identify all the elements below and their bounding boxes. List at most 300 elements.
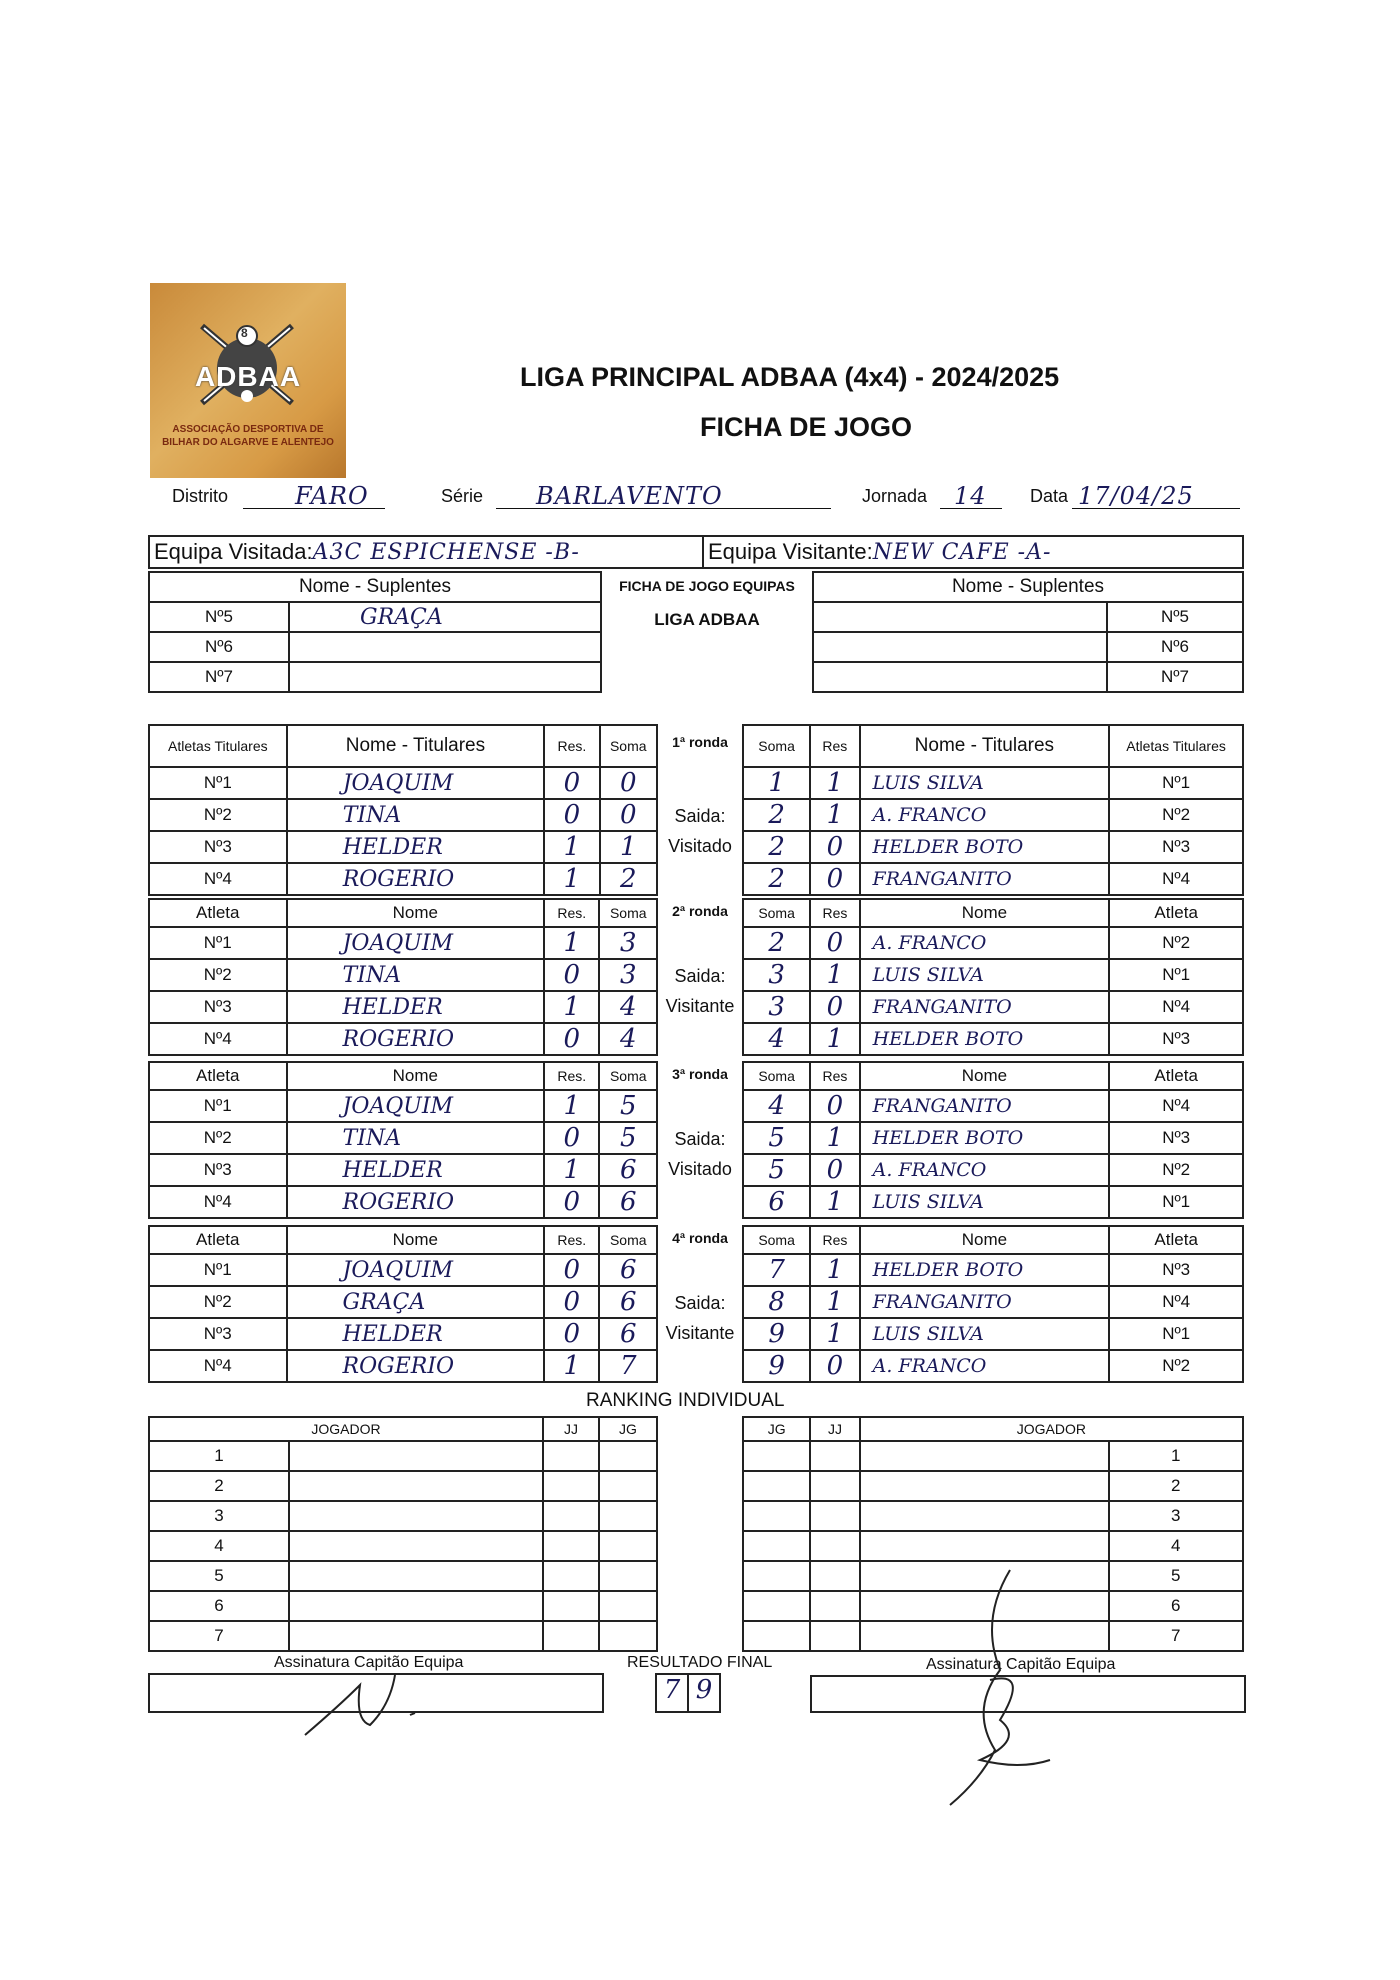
athlete-name[interactable]: ROGERIO [287,1186,545,1218]
athlete-name[interactable]: JOAQUIM [287,767,545,799]
score-right-box[interactable] [687,1673,721,1713]
suplente-num: Nº5 [1107,602,1243,632]
athlete-name[interactable]: ROGERIO [287,1350,545,1382]
athlete-name[interactable]: HELDER BOTO [860,1023,1110,1055]
result-cell[interactable]: 1 [544,831,599,863]
jj-cell[interactable] [543,1531,599,1561]
jg-cell[interactable] [743,1441,810,1471]
table-row [743,959,1243,991]
table-row [149,1318,657,1350]
ranking-position: 2 [149,1471,289,1501]
round-left-table [148,1225,658,1383]
athlete-number: Nº4 [149,1186,287,1218]
athlete-number: Nº3 [1109,831,1243,863]
round-left-table [148,1061,658,1219]
result-cell[interactable]: 1 [810,799,859,831]
table-row [149,927,657,959]
round-label: 3ª ronda [672,1066,728,1082]
athlete-name[interactable]: HELDER [287,831,545,863]
jg-cell[interactable] [599,1561,657,1591]
saida-label: Saida: [674,806,726,826]
header-nome: Nome [860,1062,1110,1090]
sum-cell[interactable]: 4 [743,1023,810,1055]
result-cell[interactable]: 1 [544,1350,599,1382]
athlete-number: Nº2 [1109,1154,1243,1186]
jj-cell[interactable] [810,1501,859,1531]
player-cell[interactable] [289,1591,543,1621]
header-atleta: Atleta [1109,899,1243,927]
jj-cell[interactable] [810,1561,859,1591]
jj-cell[interactable] [810,1471,859,1501]
athlete-number: Nº2 [1109,799,1243,831]
serie-field[interactable] [496,482,831,509]
header-atleta: Atletas Titulares [1109,725,1243,767]
table-row [149,1023,657,1055]
result-cell[interactable]: 1 [810,1318,859,1350]
ranking-row [149,1501,657,1531]
suplentes-right-table [812,571,1244,693]
jj-cell[interactable] [810,1441,859,1471]
sum-cell[interactable]: 7 [599,1350,657,1382]
result-cell[interactable]: 1 [544,1090,599,1122]
serie-label: Série [441,486,484,506]
suplente-num: Nº6 [1107,632,1243,662]
header-atleta: Atleta [149,1226,287,1254]
athlete-name[interactable]: JOAQUIM [287,927,545,959]
table-row [743,1154,1243,1186]
header-atleta: Atleta [149,1062,287,1090]
ranking-row [149,1621,657,1651]
result-cell[interactable]: 0 [810,1090,859,1122]
header-nome: Nome - Titulares [860,725,1110,767]
athlete-name[interactable]: A. FRANCO [860,1350,1110,1382]
result-cell[interactable]: 0 [810,1350,859,1382]
table-row [149,1350,657,1382]
jg-cell[interactable] [599,1501,657,1531]
athlete-number: Nº2 [149,1122,287,1154]
sum-cell[interactable]: 3 [743,991,810,1023]
athlete-name[interactable]: LUIS SILVA [860,1318,1110,1350]
table-row [743,1318,1243,1350]
page-subtitle: FICHA DE JOGO [700,412,913,442]
athlete-name[interactable]: TINA [287,799,545,831]
table-row [149,767,657,799]
result-cell[interactable]: 0 [810,927,859,959]
suplente-name[interactable] [289,632,601,662]
logo-subtitle: ASSOCIAÇÃO DESPORTIVA DE BILHAR DO ALGARVE E ALENTEJO [162,424,334,448]
ranking-position: 1 [1109,1441,1243,1471]
header-soma: Soma [743,899,810,927]
athlete-name[interactable]: FRANGANITO [860,991,1110,1023]
header-soma: Soma [600,725,657,767]
table-row [149,1186,657,1218]
ranking-position: 7 [149,1621,289,1651]
jornada-label: Jornada [862,486,928,506]
table-row [743,1090,1243,1122]
player-cell[interactable] [860,1441,1109,1471]
jg-cell[interactable] [599,1591,657,1621]
score-left: 7 [663,1675,681,1705]
saida-value: Visitado [668,1159,732,1179]
athlete-name[interactable]: A. FRANCO [860,1154,1110,1186]
ranking-row [743,1531,1243,1561]
sum-cell[interactable]: 4 [599,991,657,1023]
result-cell[interactable]: 1 [810,1254,859,1286]
athlete-name[interactable]: FRANGANITO [860,863,1110,895]
sum-cell[interactable]: 6 [743,1186,810,1218]
sum-cell[interactable]: 2 [600,863,657,895]
athlete-name[interactable]: A. FRANCO [860,927,1110,959]
table-row [743,1350,1243,1382]
athlete-name[interactable]: HELDER [287,1318,545,1350]
athlete-number: Nº3 [1109,1122,1243,1154]
jj-cell[interactable] [543,1471,599,1501]
athlete-name[interactable]: FRANGANITO [860,1090,1110,1122]
signature-right-label: Assinatura Capitão Equipa [926,1656,1116,1673]
sum-cell[interactable]: 5 [599,1090,657,1122]
ranking-row [743,1471,1243,1501]
header-soma: Soma [599,1226,657,1254]
ranking-header-jj: JJ [543,1417,599,1441]
header-res: Res. [544,899,599,927]
table-row [149,831,657,863]
athlete-name[interactable]: HELDER [287,991,545,1023]
suplente-num: Nº7 [1107,662,1243,692]
serie-value: BARLAVENTO [536,482,723,510]
ranking-header-jg: JG [743,1417,810,1441]
table-row [743,863,1243,895]
jj-cell[interactable] [543,1561,599,1591]
ranking-title: RANKING INDIVIDUAL [586,1390,785,1411]
player-cell[interactable] [860,1501,1109,1531]
athlete-name[interactable]: LUIS SILVA [860,767,1110,799]
table-row [149,863,657,895]
athlete-number: Nº1 [149,927,287,959]
sum-cell[interactable]: 3 [599,927,657,959]
round-right-table [742,898,1244,1056]
suplente-name[interactable] [813,632,1107,662]
jg-cell[interactable] [743,1501,810,1531]
jornada-value: 14 [954,482,987,510]
ranking-header-jogador: JOGADOR [149,1417,543,1441]
round-right-table [742,1225,1244,1383]
header-res: Res. [544,1226,599,1254]
sum-cell[interactable]: 2 [743,927,810,959]
jg-cell[interactable] [743,1471,810,1501]
signature-left [300,1665,460,1745]
suplente-num: Nº5 [149,602,289,632]
suplente-num: Nº6 [149,632,289,662]
athlete-name[interactable]: ROGERIO [287,863,545,895]
result-cell[interactable]: 0 [544,1122,599,1154]
athlete-name[interactable]: GRAÇA [287,1286,545,1318]
player-cell[interactable] [289,1561,543,1591]
result-cell[interactable]: 1 [544,863,599,895]
result-cell[interactable]: 1 [810,1286,859,1318]
sum-cell[interactable]: 2 [743,863,810,895]
ranking-row [149,1471,657,1501]
athlete-number: Nº4 [1109,863,1243,895]
ranking-position: 3 [149,1501,289,1531]
result-cell[interactable]: 0 [544,1286,599,1318]
player-cell[interactable] [289,1501,543,1531]
result-cell[interactable]: 1 [544,991,599,1023]
ranking-position: 3 [1109,1501,1243,1531]
result-cell[interactable]: 1 [810,1122,859,1154]
result-cell[interactable]: 0 [544,1023,599,1055]
jg-cell[interactable] [743,1561,810,1591]
jj-cell[interactable] [543,1501,599,1531]
table-row [743,1122,1243,1154]
suplentes-header-right: Nome - Suplentes [813,572,1243,602]
sum-cell[interactable]: 6 [599,1154,657,1186]
sum-cell[interactable]: 6 [599,1318,657,1350]
table-row [743,991,1243,1023]
sum-cell[interactable]: 4 [743,1090,810,1122]
ranking-position: 4 [149,1531,289,1561]
sum-cell[interactable]: 3 [599,959,657,991]
ranking-row [149,1591,657,1621]
table-row [149,799,657,831]
round-left-table [148,898,658,1056]
table-row [743,1186,1243,1218]
athlete-name[interactable]: HELDER [287,1154,545,1186]
teams-table [148,535,1244,569]
ranking-left-table [148,1416,658,1652]
header-nome: Nome [287,1226,545,1254]
sum-cell[interactable]: 9 [743,1318,810,1350]
round-label: 4ª ronda [672,1230,728,1246]
table-row [743,1254,1243,1286]
ranking-row [743,1501,1243,1531]
athlete-name[interactable]: TINA [287,1122,545,1154]
header-nome: Nome [287,1062,545,1090]
jornada-field[interactable] [940,482,1002,509]
athlete-number: Nº1 [149,767,287,799]
header-res: Res [810,1062,859,1090]
player-cell[interactable] [289,1621,543,1651]
jg-cell[interactable] [599,1531,657,1561]
middle-subtitle: LIGA ADBAA [654,610,760,629]
saida-value: Visitante [665,1323,735,1343]
athlete-number: Nº1 [1109,1186,1243,1218]
jg-cell[interactable] [599,1471,657,1501]
resultado-final-label: RESULTADO FINAL [627,1654,773,1671]
sum-cell[interactable]: 0 [600,767,657,799]
distrito-label: Distrito [172,486,229,506]
sum-cell[interactable]: 1 [600,831,657,863]
middle-title: FICHA DE JOGO EQUIPAS [619,578,795,594]
sum-cell[interactable]: 8 [743,1286,810,1318]
data-field[interactable] [1072,482,1240,509]
round-right-table [742,724,1244,896]
jg-cell[interactable] [743,1531,810,1561]
header-atleta: Atleta [149,899,287,927]
athlete-name[interactable]: HELDER BOTO [860,831,1110,863]
athlete-number: Nº3 [1109,1254,1243,1286]
result-cell[interactable]: 0 [810,1154,859,1186]
data-label: Data [1030,486,1069,506]
result-cell[interactable]: 1 [544,1154,599,1186]
score-left-box[interactable] [655,1673,689,1713]
equipa-visitante-cell[interactable] [703,536,1243,568]
result-cell[interactable]: 0 [544,799,599,831]
result-cell[interactable]: 0 [810,863,859,895]
athlete-number: Nº3 [149,831,287,863]
ranking-position: 6 [149,1591,289,1621]
saida-label: Saida: [674,966,726,986]
header-nome: Nome [287,899,545,927]
jj-cell[interactable] [810,1531,859,1561]
saida-label: Saida: [674,1129,726,1149]
sum-cell[interactable]: 5 [599,1122,657,1154]
athlete-number: Nº3 [149,1154,287,1186]
athlete-number: Nº4 [149,1350,287,1382]
result-cell[interactable]: 0 [544,1254,599,1286]
athlete-name[interactable]: ROGERIO [287,1023,545,1055]
result-cell[interactable]: 1 [544,927,599,959]
result-cell[interactable]: 0 [810,991,859,1023]
athlete-number: Nº1 [149,1090,287,1122]
jg-cell[interactable] [599,1621,657,1651]
suplente-name[interactable]: GRAÇA [289,602,601,632]
suplente-name[interactable] [289,662,601,692]
sum-cell[interactable]: 6 [599,1286,657,1318]
distrito-field[interactable] [243,482,385,509]
athlete-number: Nº3 [149,991,287,1023]
athlete-number: Nº2 [149,959,287,991]
sum-cell[interactable]: 5 [743,1154,810,1186]
player-cell[interactable] [860,1531,1109,1561]
header-soma: Soma [743,1062,810,1090]
saida-label: Saida: [674,1293,726,1313]
jg-cell[interactable] [599,1441,657,1471]
athlete-name[interactable]: JOAQUIM [287,1254,545,1286]
athlete-number: Nº1 [149,1254,287,1286]
jj-cell[interactable] [543,1441,599,1471]
player-cell[interactable] [289,1531,543,1561]
table-row [149,959,657,991]
table-row [149,1090,657,1122]
sum-cell[interactable]: 4 [599,1023,657,1055]
athlete-name[interactable]: LUIS SILVA [860,1186,1110,1218]
result-cell[interactable]: 0 [544,767,599,799]
table-row [743,799,1243,831]
suplente-num: Nº7 [149,662,289,692]
ranking-position: 6 [1109,1591,1243,1621]
header-atleta: Atleta [1109,1226,1243,1254]
header-res: Res. [544,1062,599,1090]
sum-cell[interactable]: 0 [600,799,657,831]
result-cell[interactable]: 0 [544,959,599,991]
sum-cell[interactable]: 7 [743,1254,810,1286]
sum-cell[interactable]: 3 [743,959,810,991]
table-row [743,831,1243,863]
header-soma: Soma [599,1062,657,1090]
header-nome: Nome [860,1226,1110,1254]
result-cell[interactable]: 1 [810,1023,859,1055]
header-res: Res [810,899,859,927]
header-nome: Nome [860,899,1110,927]
result-cell[interactable]: 0 [544,1186,599,1218]
player-cell[interactable] [289,1471,543,1501]
athlete-name[interactable]: HELDER BOTO [860,1254,1110,1286]
athlete-number: Nº2 [1109,1350,1243,1382]
suplente-name[interactable] [813,602,1107,632]
sum-cell[interactable]: 2 [743,831,810,863]
athlete-number: Nº3 [1109,1023,1243,1055]
sum-cell[interactable]: 5 [743,1122,810,1154]
equipa-visitante-value: NEW CAFE -A- [872,540,1052,565]
athlete-name[interactable]: TINA [287,959,545,991]
sum-cell[interactable]: 9 [743,1350,810,1382]
sum-cell[interactable]: 1 [743,767,810,799]
athlete-number: Nº4 [1109,991,1243,1023]
player-cell[interactable] [860,1471,1109,1501]
jj-cell[interactable] [543,1591,599,1621]
header-nome: Nome - Titulares [287,725,545,767]
jj-cell[interactable] [543,1621,599,1651]
jg-cell[interactable] [743,1591,810,1621]
page-title: LIGA PRINCIPAL ADBAA (4x4) - 2024/2025 [520,362,1060,392]
round-label: 1ª ronda [672,734,728,750]
table-row [149,1254,657,1286]
athlete-number: Nº4 [1109,1090,1243,1122]
athlete-number: Nº4 [149,863,287,895]
result-cell[interactable]: 0 [544,1318,599,1350]
jj-cell[interactable] [810,1591,859,1621]
header-res: Res [810,1226,859,1254]
ranking-header-jj: JJ [810,1417,859,1441]
ranking-position: 7 [1109,1621,1243,1651]
athlete-name[interactable]: JOAQUIM [287,1090,545,1122]
round-left-table [148,724,658,896]
ranking-row [149,1561,657,1591]
jj-cell[interactable] [810,1621,859,1651]
sum-cell[interactable]: 6 [599,1186,657,1218]
result-cell[interactable]: 1 [810,767,859,799]
table-row [743,927,1243,959]
athlete-name[interactable]: FRANGANITO [860,1286,1110,1318]
result-cell[interactable]: 1 [810,959,859,991]
header-soma: Soma [599,899,657,927]
athlete-name[interactable]: LUIS SILVA [860,959,1110,991]
table-row [743,1286,1243,1318]
player-cell[interactable] [289,1441,543,1471]
ranking-row [149,1531,657,1561]
saida-value: Visitado [668,836,732,856]
suplente-name[interactable] [813,662,1107,692]
equipa-visitada-cell[interactable] [149,536,703,568]
athlete-name[interactable]: HELDER BOTO [860,1122,1110,1154]
signature-right [940,1560,1060,1810]
sum-cell[interactable]: 2 [743,799,810,831]
round-right-table [742,1061,1244,1219]
sum-cell[interactable]: 6 [599,1254,657,1286]
score-right: 9 [695,1675,713,1705]
ranking-header-jg: JG [599,1417,657,1441]
table-row [149,1154,657,1186]
eight-ball-number: 8 [241,326,248,340]
result-cell[interactable]: 0 [810,831,859,863]
header-soma: Soma [743,725,810,767]
athlete-name[interactable]: A. FRANCO [860,799,1110,831]
logo-name: ADBAA [194,361,302,392]
header-atleta: Atleta [1109,1062,1243,1090]
result-cell[interactable]: 1 [810,1186,859,1218]
jg-cell[interactable] [743,1621,810,1651]
header-res: Res [810,725,859,767]
